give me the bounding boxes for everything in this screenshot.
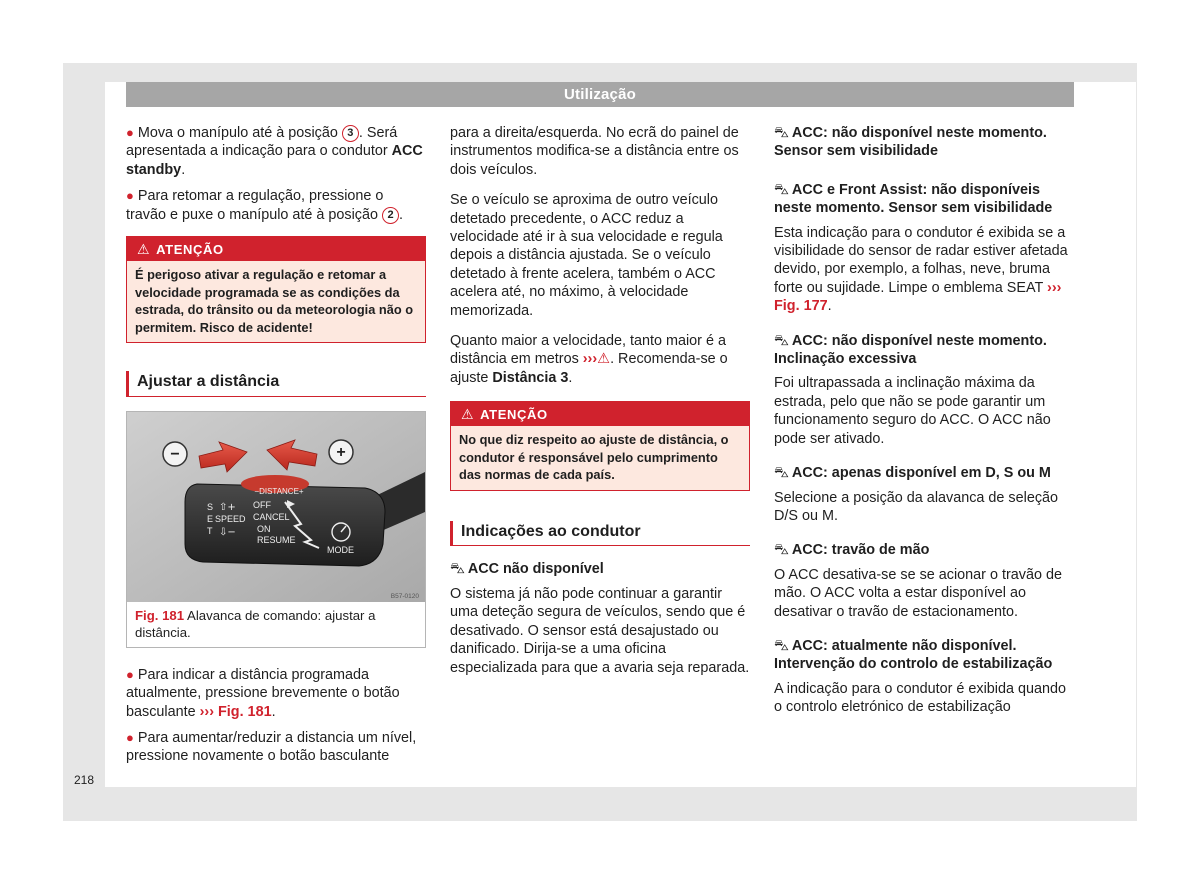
speed-label: SPEED (215, 513, 246, 524)
instruction-bullet: ● Para retomar a regulação, pressione o travão e puxe o manípulo até à posição 2 . (126, 188, 404, 223)
bullet-icon: ● (126, 666, 134, 682)
figure-caption: Fig. 181 Alavanca de comando: ajustar a distância. (135, 607, 376, 640)
column-3 (774, 124, 1074, 725)
position-number-badge: 2 (382, 207, 399, 224)
page-number: 218 (74, 773, 95, 787)
indicator-title: ⛍ ACC: não disponível neste momento. Inclinação excessiva (774, 332, 1047, 368)
mode-label: MODE (327, 544, 354, 555)
warning-header: ⚠ ATENÇÃO (451, 402, 749, 426)
instruction-bullet: ● Para indicar a distância programada atualmente, pressione brevemente o botão basculante ››› Fig. 181. (126, 666, 400, 720)
acc-indicator-icon: ⛍ (774, 542, 789, 559)
e-label: E (207, 513, 214, 524)
figure-181-link[interactable]: ››› Fig. 181 (199, 703, 272, 720)
control-lever-illustration (127, 412, 425, 602)
on-label: ON (257, 523, 271, 534)
figure-177-link[interactable]: ››› Fig. 177 (774, 279, 1062, 315)
paragraph: O sistema já não pode continuar a garantir uma deteção segura de veículos, sendo que é desativado. O sensor está desajustado ou danificado. Dirija-se a uma oficina especializada para que a avaria seja reparada. (450, 585, 750, 676)
acc-indicator-icon: ⛍ (774, 465, 789, 482)
s-label: S (207, 501, 214, 512)
acc-indicator-icon: ⛍ (450, 561, 465, 578)
paragraph: O ACC desativa-se se se acionar o travão de mão. O ACC volta a estar disponível ao desativar o travão de estacionamento. (774, 566, 1062, 620)
warning-box (126, 236, 426, 343)
minus-arrow-icon: ⇩− (219, 526, 236, 538)
paragraph: A indicação para o condutor é exibida quando o controlo eletrónico de estabilização (774, 680, 1067, 716)
indicator-title: ⛍ ACC: atualmente não disponível. Intervenção do controlo de estabilização (774, 637, 1053, 673)
warning-triangle-icon: ⚠ (137, 241, 151, 258)
paragraph: Selecione a posição da alavanca de seleção D/S ou M. (774, 489, 1059, 524)
plus-label: + (336, 443, 346, 461)
warning-triangle-icon: ⚠ (461, 406, 475, 423)
paragraph: Esta indicação para o condutor é exibida se a visibilidade do sensor de radar estiver afetada devido, por exemplo, a folhas, neve, bruma forte ou sujidade. Limpe o emblema SEAT ››› Fig. 177. (774, 224, 1068, 315)
instruction-bullet: ● Para aumentar/reduzir a distancia um nível, pressione novamente o botão basculante (126, 730, 417, 765)
position-number-badge: 3 (342, 125, 359, 142)
chapter-header: Utilização (126, 82, 1074, 107)
paragraph: Se o veículo se aproxima de outro veículo detetado precedente, o ACC reduz a velocidade até ir à sua velocidade e regula depois a distância ajustada. Se o veículo detetado à frente acelera, também o ACC acelera até, no máximo, à velocidade memorizada. (450, 192, 723, 319)
indicator-title: ⛍ ACC e Front Assist: não disponíveis neste momento. Sensor sem visibilidade (774, 181, 1053, 217)
plus-arrow-icon: ⇧+ (219, 501, 236, 513)
instruction-bullet: ● Mova o manípulo até à posição 3 . Será apresentada a indicação para o condutor ACC standby. (126, 125, 423, 178)
t-label: T (207, 525, 213, 536)
indicator-title: ⛍ ACC: não disponível neste momento. Sensor sem visibilidade (774, 125, 1047, 160)
paragraph: Quanto maior a velocidade, tanto maior é a distância em metros ›››⚠. Recomenda-se o ajuste Distância 3. (450, 333, 728, 386)
bullet-icon: ● (126, 730, 134, 746)
warning-text: No que diz respeito ao ajuste de distância, o condutor é responsável pelo cumprimento das normas de cada país. (451, 426, 749, 490)
acc-indicator-icon: ⛍ (774, 637, 789, 654)
minus-label: − (170, 445, 180, 463)
paragraph: para a direita/esquerda. No ecrã do painel de instrumentos modifica-se a distância entre os dois veículos. (450, 125, 739, 178)
section-title: Ajustar a distância (126, 371, 426, 396)
bullet-icon: ● (126, 125, 134, 140)
acc-indicator-icon: ⛍ (774, 332, 789, 349)
cancel-label: CANCEL (253, 511, 290, 522)
warning-triangle-icon: ⚠ (597, 351, 611, 368)
bullet-icon: ● (126, 188, 134, 204)
acc-indicator-icon: ⛍ (774, 181, 789, 198)
resume-label: RESUME (257, 534, 296, 545)
warning-reference-link[interactable]: ››› (582, 351, 598, 368)
warning-box (450, 401, 750, 491)
column-1 (126, 124, 426, 774)
section-title: Indicações ao condutor (450, 521, 750, 546)
indicator-title: ⛍ ACC não disponível (450, 561, 604, 578)
figure-181 (126, 411, 426, 648)
indicator-title: ⛍ ACC: travão de mão (774, 542, 930, 559)
warning-text: É perigoso ativar a regulação e retomar a velocidade programada se as condições da estrada, do trânsito ou da meteorologia não o permitem. Risco de acidente! (127, 261, 425, 342)
distance-label: −DISTANCE+ (254, 486, 304, 496)
figure-code: B57-0120 (390, 592, 419, 600)
acc-indicator-icon: ⛍ (774, 125, 789, 141)
indicator-title: ⛍ ACC: apenas disponível em D, S ou M (774, 465, 1051, 482)
paragraph: Foi ultrapassada a inclinação máxima da estrada, pelo que não se pode garantir um funcionamento seguro do ACC. O ACC não pode ser ativado. (774, 375, 1051, 447)
off-label: OFF (253, 499, 271, 510)
column-2 (450, 124, 750, 685)
warning-header: ⚠ ATENÇÃO (127, 237, 425, 261)
